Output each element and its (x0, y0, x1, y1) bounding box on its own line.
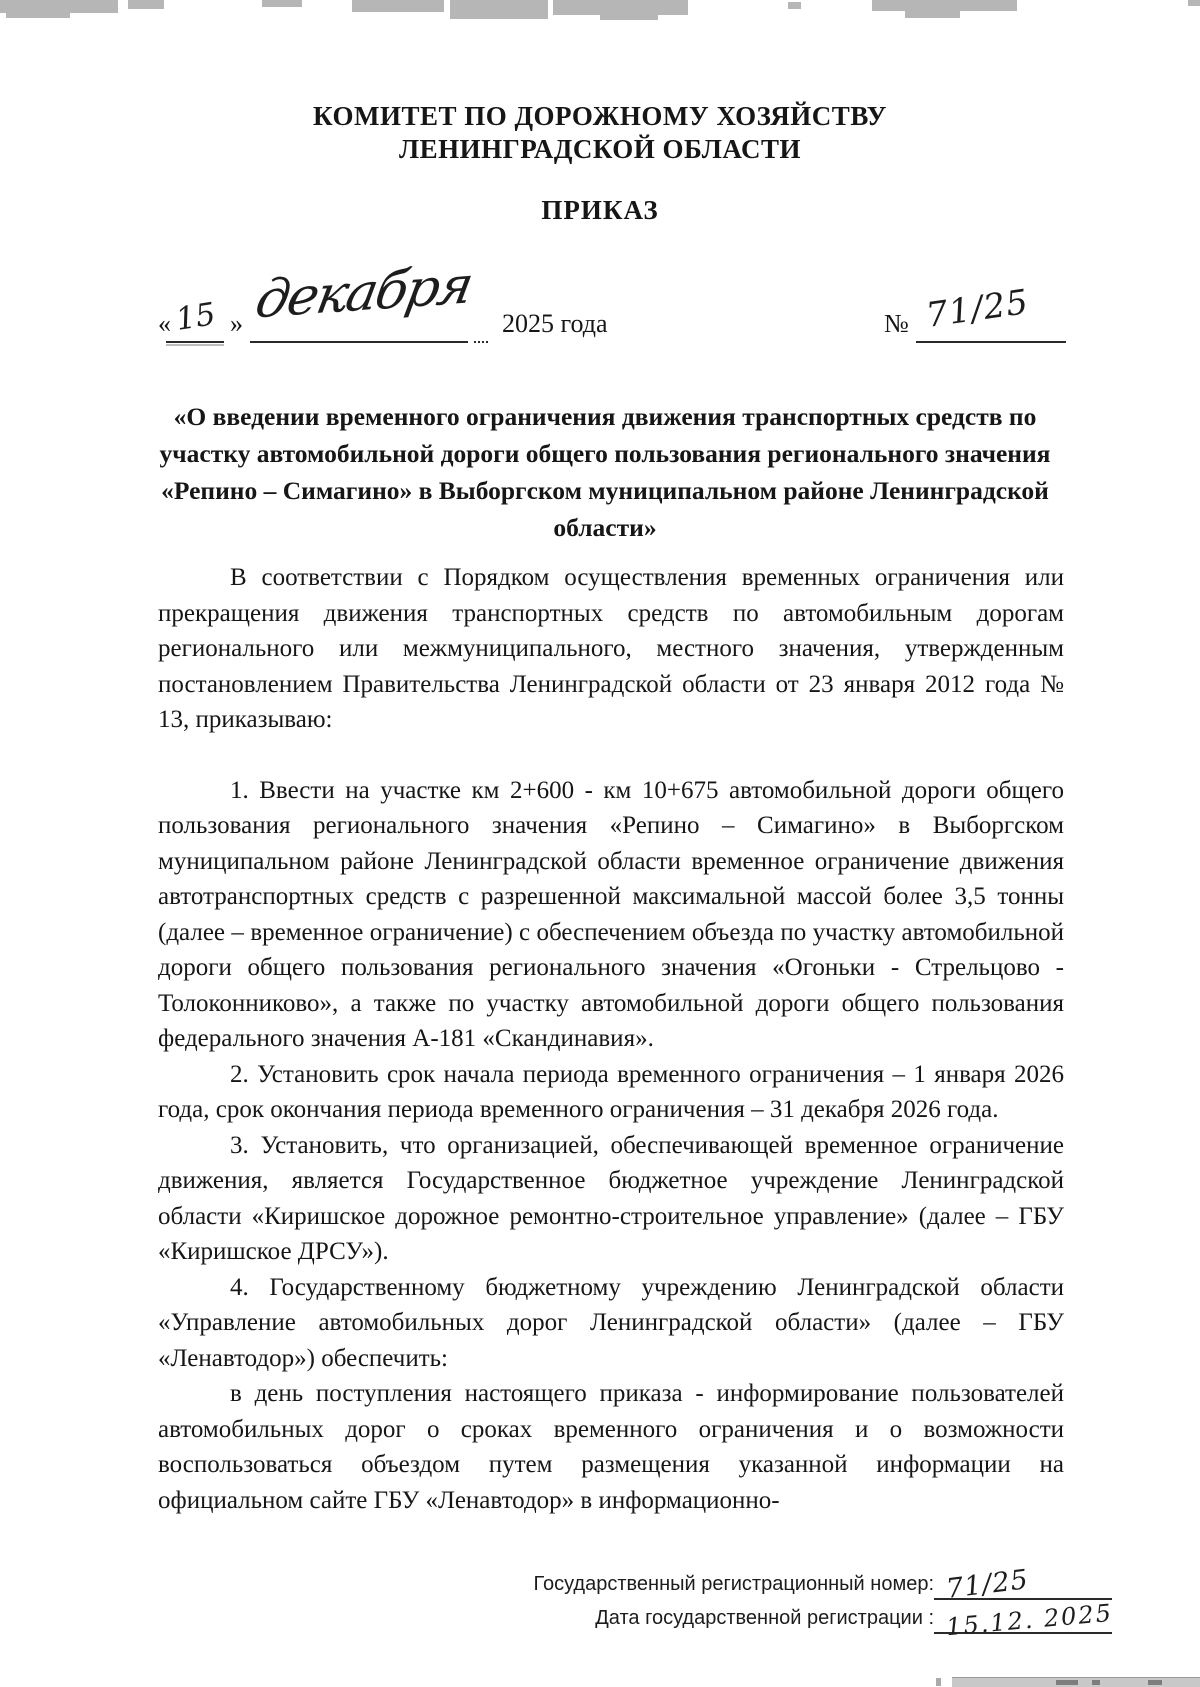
scan-noise-patch (788, 2, 801, 9)
paragraph-item-3: 3. Установить, что организацией, обеспечивающей временное ограничение движения, является Государственное бюджетное учреждение Ленинградской области «Киришское дорожное ремонтно-строительное управление» (далее – ГБУ «Киришское ДРСУ»). (158, 1131, 1064, 1265)
organization-header (0, 100, 1200, 166)
paragraph-preamble: В соответствии с Порядком осуществления временных ограничения или прекращения движения транспортных средств по автомобильным дорогам регионального или межмуниципального, местного значения, утвержденным постановлением Правительства Ленинградской области от 23 января 2012 года № 13, приказываю: (158, 564, 1064, 733)
scan-noise-patch (1092, 1680, 1100, 1685)
handwritten-document-number: 71/25 (923, 282, 1032, 336)
registration-number-row (500, 1564, 1112, 1605)
document-number-underline (916, 341, 1066, 343)
scan-noise-patch (600, 15, 658, 20)
registration-date-underline (934, 1598, 1114, 1642)
document-body (158, 560, 1064, 1518)
scan-noise-patch (1056, 1680, 1078, 1685)
document-title: «О введении временного ограничения движения транспортных средств по участку автомобильной дороги общего пользования регионального значения «Репино – Симагино» в Выборгском муниципальном районе Ленинградской области» (159, 402, 1051, 542)
paragraph-item-1: 1. Ввести на участке км 2+600 - км 10+675 автомобильной дороги общего пользования регионального значения «Репино – Симагино» в Выборгском муниципальном районе Ленинградской области временное ограничение движения автотранспортных средств с разрешенной максимальной массой более 3,5 тонны (далее – временное ограничение) с обеспечением объезда по участку автомобильной дороги общего пользования регионального значения «Огоньки - Стрельцово - Толоконниково», а также по участку автомобильной дороги общего пользования федерального значения А-181 «Скандинавия». (158, 776, 1064, 1052)
scan-noise-patch (905, 11, 960, 18)
scan-noise-bottom (952, 1677, 1200, 1687)
day-close-quote: » (230, 309, 243, 338)
document-number-label: № (884, 309, 909, 338)
scan-noise-patch (0, 0, 118, 13)
registration-number-label: Государственный регистрационный номер: (533, 1573, 934, 1595)
handwritten-registration-date: 15.12. 2025 (945, 1598, 1114, 1642)
organization-name-line1: КОМИТЕТ ПО ДОРОЖНОМУ ХОЗЯЙСТВУ (313, 101, 887, 131)
paragraph-item-2: 2. Установить срок начала периода временного ограничения – 1 января 2026 года, срок окончания периода временного ограничения – 31 декабря 2026 года. (158, 1060, 1064, 1123)
handwritten-registration-number: 71/25 (944, 1564, 1031, 1605)
registration-block (500, 1564, 1114, 1642)
paragraph-item-4: 4. Государственному бюджетному учреждению Ленинградской области «Управление автомобильных дорог Ленинградской области» (далее – ГБУ «Ленавтодор») обеспечить: (158, 1273, 1064, 1372)
document-type-heading: ПРИКАЗ (541, 195, 659, 225)
day-underline (166, 341, 224, 343)
day-open-quote: « (158, 309, 171, 338)
registration-date-row (500, 1598, 1114, 1642)
scan-noise-patch (1188, 0, 1200, 6)
scan-noise-patch (262, 0, 302, 7)
scan-noise-patch (450, 0, 548, 19)
year-text: 2025 года (502, 309, 608, 338)
scan-noise-patch (936, 1678, 941, 1686)
handwritten-month: декабря (251, 255, 477, 331)
month-underline (250, 341, 468, 343)
scan-noise-patch (6, 13, 70, 18)
scan-noise-patch (872, 0, 1017, 11)
scan-noise-patch (128, 0, 164, 9)
scan-noise-patch (1148, 1680, 1162, 1685)
month-underline-dots (474, 341, 488, 343)
organization-name-line2: ЛЕНИНГРАДСКОЙ ОБЛАСТИ (398, 134, 802, 164)
scan-noise-patch (352, 0, 444, 12)
registration-number-underline (934, 1564, 1112, 1605)
registration-date-label: Дата государственной регистрации : (595, 1607, 934, 1629)
date-number-row (158, 255, 1063, 365)
paragraph-item-4-sub: в день поступления настоящего приказа - информирование пользователей автомобильных дорог о сроках временного ограничения и о возможности воспользоваться объездом путем размещения указанной информации на официальном сайте ГБУ «Ленавтодор» в информационно- (158, 1380, 1064, 1514)
handwritten-day: 15 (173, 296, 219, 338)
scan-noise-patch (553, 0, 688, 15)
